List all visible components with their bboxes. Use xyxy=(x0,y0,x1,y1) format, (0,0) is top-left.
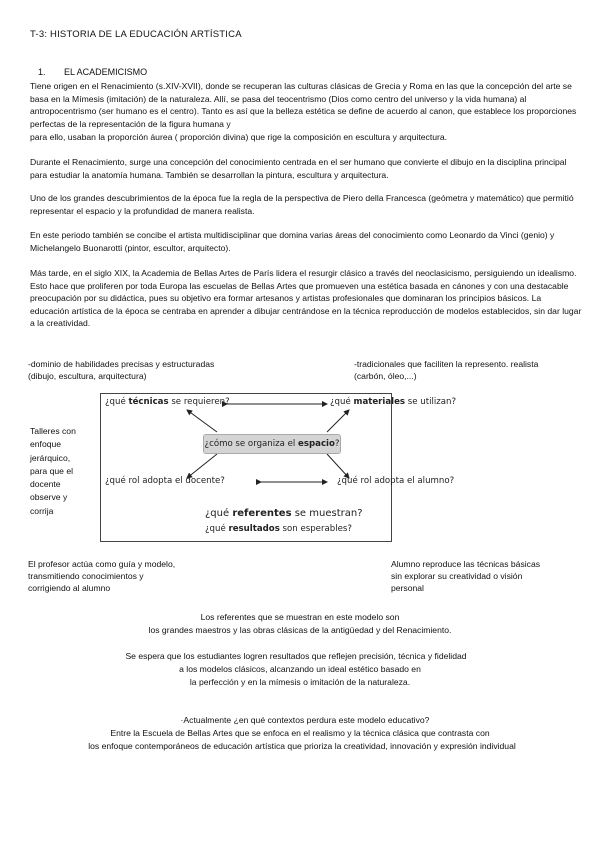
note-teacher-line: corrigiendo al alumno xyxy=(28,583,111,594)
question-materials-post: se utilizan? xyxy=(405,397,457,407)
document-title: T-3: HISTORIA DE LA EDUCACIÓN ARTÍSTICA xyxy=(30,29,242,40)
question-results-pre: ¿qué xyxy=(205,524,229,534)
question-referents-keyword: referentes xyxy=(232,508,292,519)
arrow-space-materials xyxy=(327,410,349,432)
note-workshops-line: enfoque xyxy=(30,439,62,450)
question-referents-pre: ¿qué xyxy=(205,508,233,519)
note-teacher xyxy=(28,558,175,595)
question-materials xyxy=(330,397,456,407)
caption-results-line: la perfección y en la mímesis o imitación de la naturaleza. xyxy=(189,677,411,687)
note-student xyxy=(391,558,540,595)
note-traditional-line: -tradicionales que faciliten la represento. realista xyxy=(354,359,539,369)
question-space xyxy=(203,434,341,454)
caption-results-line: a los modelos clásicos, alcanzando un ideal estético basado en xyxy=(179,664,421,674)
section-heading xyxy=(38,67,147,77)
note-workshops-line: docente xyxy=(30,479,61,490)
note-student-line: sin explorar su creatividad o visión xyxy=(391,571,523,582)
question-materials-pre: ¿qué xyxy=(330,397,354,407)
caption-current-line: Entre la Escuela de Bellas Artes que se enfoca en el realismo y la técnica clásica que contrasta con xyxy=(110,728,490,738)
question-techniques xyxy=(105,397,230,407)
question-referents-post: se muestran? xyxy=(291,508,363,519)
note-workshops xyxy=(30,425,90,518)
section-heading-text: EL ACADEMICISMO xyxy=(64,67,148,77)
question-techniques-pre: ¿qué xyxy=(105,397,129,407)
paragraph-perspective: Uno de los grandes descubrimientos de la época fue la regla de la perspectiva de Piero della Francesca (geómetra y matemático) que permitió representar el espacio y la profundidad de manera realista. xyxy=(30,193,574,216)
question-space-pre: ¿cómo se organiza el xyxy=(204,439,299,449)
note-workshops-line: para que el xyxy=(30,465,74,476)
note-skills-line: -dominio de habilidades precisas y estructuradas xyxy=(28,359,215,369)
question-techniques-keyword: técnicas xyxy=(128,397,169,407)
caption-results xyxy=(0,650,600,689)
question-results-post: son esperables? xyxy=(279,524,352,534)
note-student-line: personal xyxy=(391,583,424,594)
arrow-space-techniques xyxy=(187,410,217,432)
caption-results-line: Se espera que los estudiantes logren resultados que reflejen precisión, técnica y fidelidad xyxy=(125,651,467,661)
paragraph-multidisciplinary: En este periodo también se concibe el artista multidisciplinar que domina varias áreas del conocimiento como Leonardo da Vinci (genio) y Michelangelo Buonarotti (pintor, escultor, arquitecto). xyxy=(30,230,555,253)
question-referents xyxy=(205,508,363,519)
paragraph-renaissance: Durante el Renacimiento, surge una concepción del conocimiento centrada en el ser humano que convierte el dibujo en la disciplina principal para estudiar la anatomía humana. También se desarrollan la pintura, escultura y arquitectura. xyxy=(30,157,567,180)
arrow-space-student xyxy=(327,454,349,478)
note-traditional-line: (carbón, óleo,...) xyxy=(354,371,417,382)
question-space-post: ? xyxy=(334,439,340,449)
caption-referents xyxy=(0,611,600,637)
note-teacher-line: transmitiendo conocimientos y xyxy=(28,571,144,582)
caption-referents-line: los grandes maestros y las obras clásicas de la antigüedad y del Renacimiento. xyxy=(148,625,452,635)
paragraph-golden-ratio: para ello, usaban la proporción áurea ( proporción divina) que rige la composición en escultura y arquitectura. xyxy=(30,132,448,142)
academicism-diagram xyxy=(100,393,457,542)
question-teacher-role: ¿qué rol adopta el docente? xyxy=(105,476,225,486)
question-results xyxy=(205,524,352,534)
note-workshops-line: observe y xyxy=(30,492,68,503)
note-workshops-line: jerárquico, xyxy=(30,452,71,463)
arrow-space-teacher xyxy=(187,454,217,478)
note-traditional xyxy=(354,358,538,382)
question-materials-keyword: materiales xyxy=(353,397,406,407)
note-workshops-line: Talleres con xyxy=(30,426,76,436)
note-skills xyxy=(28,358,214,382)
caption-current-line: ·Actualmente ¿en qué contextos perdura este modelo educativo? xyxy=(180,715,430,725)
question-results-keyword: resultados xyxy=(228,524,280,534)
question-techniques-post: se requieren? xyxy=(168,397,230,407)
question-student-role: ¿qué rol adopta el alumno? xyxy=(337,476,455,486)
paragraph-origin: Tiene origen en el Renacimiento (s.XIV-XVII), donde se recuperan las culturas clásicas de Grecia y Roma en las que la concepción del arte se basa en la Mímesis (imitación) de la naturaleza. Allí, se pasa del teocentrismo (Dios como centro del universo y la vida humana) al antropocentrismo (ser humano es el centro). Tanto es así que la belleza estética se define de acuerdo al canon, que establece los proporciones perfectas de la representación de la figura humana y xyxy=(30,81,577,129)
note-workshops-line: corrija xyxy=(30,505,54,516)
question-space-keyword: espacio xyxy=(298,439,335,449)
section-number: 1. xyxy=(38,67,46,77)
caption-current xyxy=(0,714,600,753)
note-teacher-line: El profesor actúa como guía y modelo, xyxy=(28,559,176,569)
note-skills-line: (dibujo, escultura, arquitectura) xyxy=(28,371,147,382)
caption-current-line: los enfoque contemporáneos de educación artística que prioriza la creatividad, innovación y expresión individual xyxy=(88,741,516,751)
note-student-line: Alumno reproduce las técnicas básicas xyxy=(391,559,541,569)
caption-referents-line: Los referentes que se muestran en este modelo son xyxy=(200,612,400,622)
paragraph-nineteenth-century: Más tarde, en el siglo XIX, la Academia de Bellas Artes de París lidera el resurgir clásico a través del neoclasicismo, persiguiendo un idealismo. Esto hace que proliferen por toda Europa las escuelas de Bellas Artes que promueven una estética basada en cánones y con una destacable preocupación por su didáctica, pues su objetivo era formar artesanos y artistas profesionales que dominaran los principios básicos. La educación artística de la época se centraba en aprender a dibujar centrándose en la técnica reproducción de modelos establecidos, sin dar lugar a la creatividad. xyxy=(30,268,582,329)
